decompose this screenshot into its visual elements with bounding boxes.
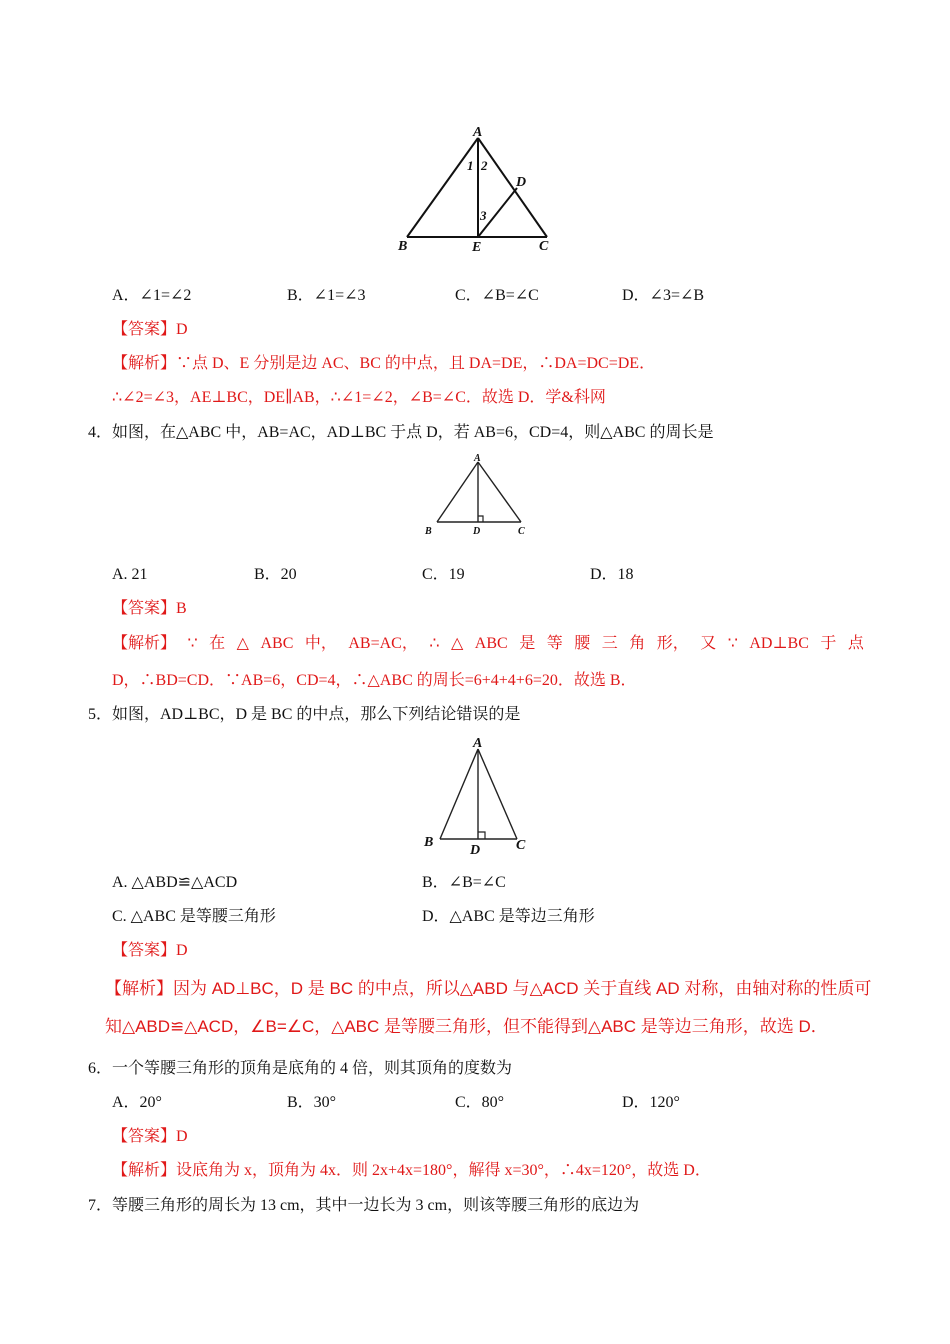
q6-analysis: 【解析】设底角为 x，顶角为 4x．则 2x+4x=180°，解得 x=30°，∴4x=120°，故选 D． [112,1162,711,1179]
q4-analysis-token: 等 [546,635,563,652]
q4-triangle-figure [420,450,530,540]
q4-analysis-token: △ [451,635,464,652]
q4-analysis-token: AB=AC， [348,635,418,652]
q4-analysis-token: ∵ [187,635,198,652]
q4-analysis-token: 形， [656,635,689,652]
q4-option-b: B．20 [254,566,297,583]
q4-analysis-token: 腰 [574,635,591,652]
q4-analysis-token: 于 [820,635,837,652]
q6-option-a: A．20° [112,1094,162,1111]
q5-option-d: D．△ABC 是等边三角形 [422,908,595,925]
q4-analysis-line1 [112,634,864,654]
q3-triangle-figure [392,124,562,256]
q5-option-a: A. △ABD≌△ACD [112,874,238,891]
q4-analysis-token: 三 [601,635,618,652]
q5-option-c: C. △ABC 是等腰三角形 [112,908,276,925]
q4-label-D: D [473,526,481,537]
q5-label-D: D [470,843,481,858]
q5-label-C: C [516,838,526,853]
q3-label-D: D [516,175,527,190]
q4-answer: 【答案】B [112,600,187,617]
q4-label-B: B [425,526,432,537]
q4-analysis-token: 是 [519,635,536,652]
q4-analysis-token: △ [236,635,249,652]
q5-label-B: B [424,835,434,850]
q3-answer: 【答案】D [112,321,188,338]
q6-option-d: D．120° [622,1094,680,1111]
q4-analysis-token: 点 [847,635,864,652]
q5-stem: 5．如图，AD⊥BC，D 是 BC 的中点，那么下列结论错误的是 [88,706,521,723]
q6-answer: 【答案】D [112,1128,188,1145]
q4-analysis-token: ABC [260,635,294,652]
q6-stem: 6．一个等腰三角形的顶角是底角的 4 倍，则其顶角的度数为 [88,1060,513,1077]
q4-stem: 4．如图，在△ABC 中，AB=AC，AD⊥BC 于点 D，若 AB=6，CD=4，则△ABC 的周长是 [88,424,714,441]
q3-label-C: C [539,239,549,254]
q4-analysis-token: AD⊥BC [749,635,809,652]
q4-analysis-token: ∵ [727,635,738,652]
q3-angle-1: 1 [467,158,474,173]
q3-analysis-line2: ∴∠2=∠3，AE⊥BC，DE∥AB，∴∠1=∠2，∠B=∠C．故选 D．学&科网 [112,389,606,406]
q4-option-c: C．19 [422,566,465,583]
q3-option-d: D．∠3=∠B [622,287,705,304]
q5-analysis-line2: 知△ABD≌△ACD，∠B=∠C，△ABC 是等腰三角形，但不能得到△ABC 是等边三角形，故选 D． [105,1017,828,1036]
q4-analysis-token: 【解析】 [112,635,177,652]
q3-option-c: C．∠B=∠C [455,287,539,304]
q3-option-a: A．∠1=∠2 [112,287,192,304]
q3-option-b: B．∠1=∠3 [287,287,366,304]
q3-label-B: B [398,239,408,254]
q4-label-A: A [474,453,481,464]
q3-label-A: A [473,125,483,140]
q4-label-C: C [518,526,525,537]
q3-label-E: E [472,240,482,255]
q5-label-A: A [473,736,483,751]
q5-option-b: B．∠B=∠C [422,874,506,891]
q3-analysis-line1: 【解析】∵点 D、E 分别是边 AC、BC 的中点，且 DA=DE，∴DA=DC=DE． [112,355,656,372]
q4-option-d: D．18 [590,566,634,583]
q3-angle-2: 2 [481,158,488,173]
q5-analysis-line1: 【解析】因为 AD⊥BC，D 是 BC 的中点，所以△ABD 与△ACD 关于直线 AD 对称，由轴对称的性质可 [105,979,872,998]
q6-option-c: C．80° [455,1094,505,1111]
q4-analysis-token: 角 [629,635,646,652]
q5-answer: 【答案】D [112,942,188,959]
q6-option-b: B．30° [287,1094,337,1111]
q3-angle-3: 3 [480,208,487,223]
q4-analysis-token: ABC [474,635,508,652]
q5-triangle-figure [420,733,532,858]
q4-option-a: A. 21 [112,566,148,583]
q4-analysis-token: 在 [209,635,226,652]
q4-analysis-token: 中， [304,635,337,652]
q4-analysis-token: 又 [700,635,717,652]
q7-stem: 7．等腰三角形的周长为 13 cm，其中一边长为 3 cm，则该等腰三角形的底边为 [88,1197,640,1214]
q4-analysis-token: ∴ [429,635,440,652]
q4-analysis-line2: D，∴BD=CD．∵AB=6，CD=4，∴△ABC 的周长=6+4+4+6=20．故选 B． [112,672,637,689]
